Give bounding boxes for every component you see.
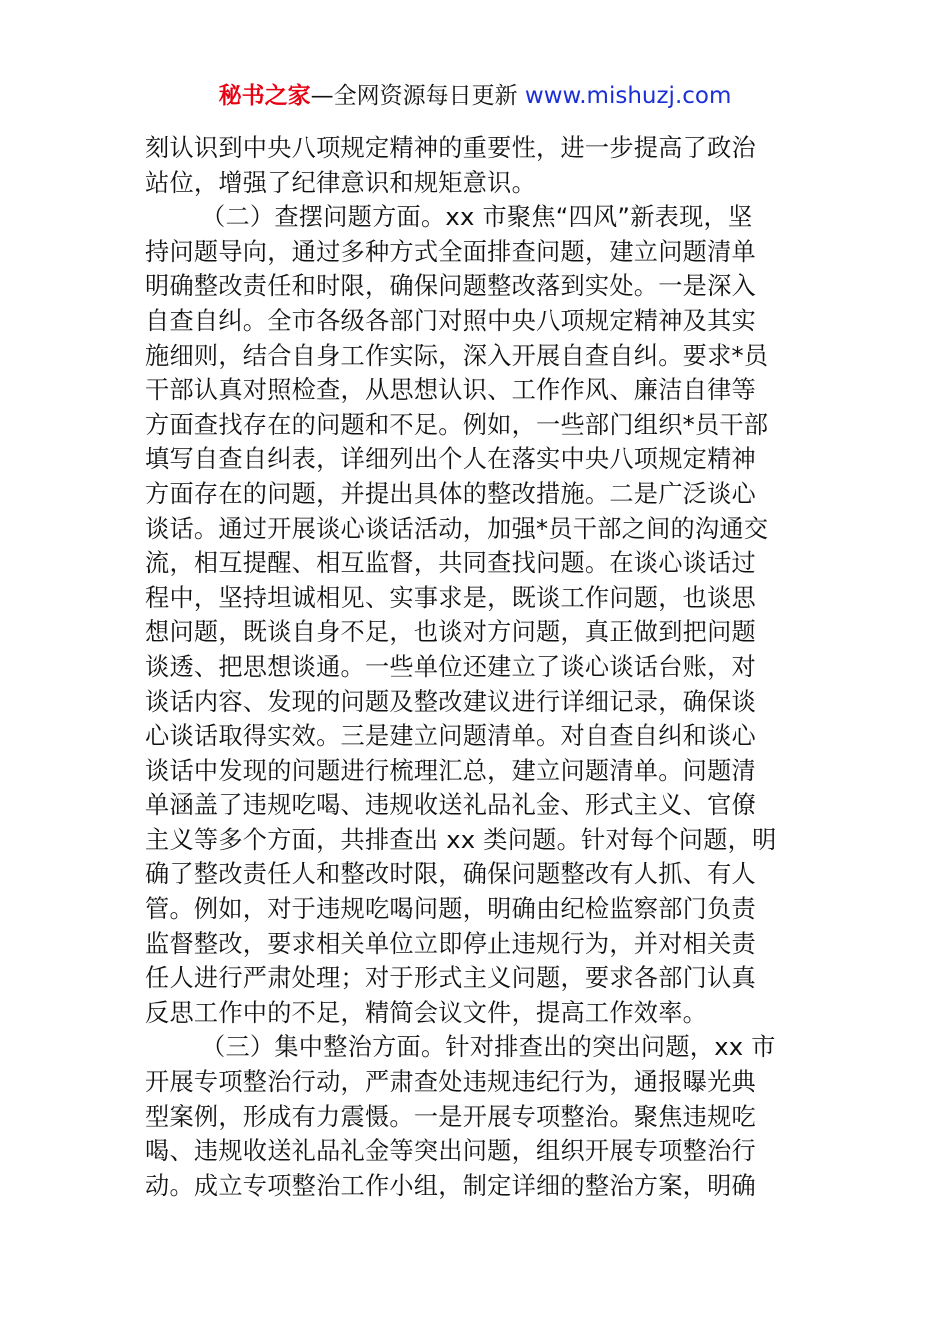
text-line: 谈话中发现的问题进行梳理汇总，建立问题清单。问题清 xyxy=(145,756,756,785)
text-line: 任人进行严肃处理；对于形式主义问题，要求各部门认真 xyxy=(145,964,756,993)
paragraph-first-line: （三）集中整治方面。针对排查出的突出问题，xx 市 xyxy=(201,1033,776,1062)
document-body xyxy=(145,131,810,1203)
text-line: 单涵盖了违规吃喝、违规收送礼品礼金、形式主义、官僚 xyxy=(145,791,756,820)
paragraph-first-line: （二）查摆问题方面。xx 市聚焦“四风”新表现，坚 xyxy=(201,203,753,232)
text-line: 谈透、把思想谈通。一些单位还建立了谈心谈话台账，对 xyxy=(145,652,756,681)
text-line: 型案例，形成有力震慑。一是开展专项整治。聚焦违规吃 xyxy=(145,1102,756,1131)
header-tagline: —全网资源每日更新 xyxy=(310,83,525,109)
text-line: 反思工作中的不足，精简会议文件，提高工作效率。 xyxy=(145,998,708,1027)
text-line: 持问题导向，通过多种方式全面排查问题，建立问题清单 xyxy=(145,237,756,266)
text-line: 刻认识到中央八项规定精神的重要性，进一步提高了政治 xyxy=(145,134,756,162)
text-line: 明确整改责任和时限，确保问题整改落到实处。一是深入 xyxy=(145,272,756,301)
text-line: 方面存在的问题，并提出具体的整改措施。二是广泛谈心 xyxy=(145,479,756,508)
text-line: 干部认真对照检查，从思想认识、工作作风、廉洁自律等 xyxy=(145,376,756,405)
text-line: 谈话内容、发现的问题及整改建议进行详细记录，确保谈 xyxy=(145,687,756,716)
text-line: 流，相互提醒、相互监督，共同查找问题。在谈心谈话过 xyxy=(145,549,756,578)
text-line: 填写自查自纠表，详细列出个人在落实中央八项规定精神 xyxy=(145,445,756,474)
text-line: 监督整改，要求相关单位立即停止违规行为，并对相关责 xyxy=(145,929,756,958)
text-line: 主义等多个方面，共排查出 xx 类问题。针对每个问题，明 xyxy=(145,825,777,854)
text-line: 动。成立专项整治工作小组，制定详细的整治方案，明确 xyxy=(145,1171,756,1200)
text-line: 心谈话取得实效。三是建立问题清单。对自查自纠和谈心 xyxy=(145,722,756,751)
text-line: 谈话。通过开展谈心谈话活动，加强*员干部之间的沟通交 xyxy=(145,514,769,543)
text-line: 喝、违规收送礼品礼金等突出问题，组织开展专项整治行 xyxy=(145,1137,756,1166)
text-line: 开展专项整治行动，严肃查处违规违纪行为，通报曝光典 xyxy=(145,1068,756,1097)
text-line: 方面查找存在的问题和不足。例如，一些部门组织*员干部 xyxy=(145,410,769,439)
text-line: 施细则，结合自身工作实际，深入开展自查自纠。要求*员 xyxy=(145,341,769,370)
text-line: 确了整改责任人和整改时限，确保问题整改有人抓、有人 xyxy=(145,860,756,889)
text-line: 站位，增强了纪律意识和规矩意识。 xyxy=(145,168,537,197)
site-header xyxy=(0,80,950,112)
site-url-link[interactable]: www.mishuzj.com xyxy=(524,83,732,109)
text-line: 自查自纠。全市各级各部门对照中央八项规定精神及其实 xyxy=(145,306,756,335)
brand-name: 秘书之家 xyxy=(218,83,311,109)
text-line: 程中，坚持坦诚相见、实事求是，既谈工作问题，也谈思 xyxy=(145,583,756,612)
text-line: 想问题，既谈自身不足，也谈对方问题，真正做到把问题 xyxy=(145,618,756,647)
text-line: 管。例如，对于违规吃喝问题，明确由纪检监察部门负责 xyxy=(145,895,756,924)
